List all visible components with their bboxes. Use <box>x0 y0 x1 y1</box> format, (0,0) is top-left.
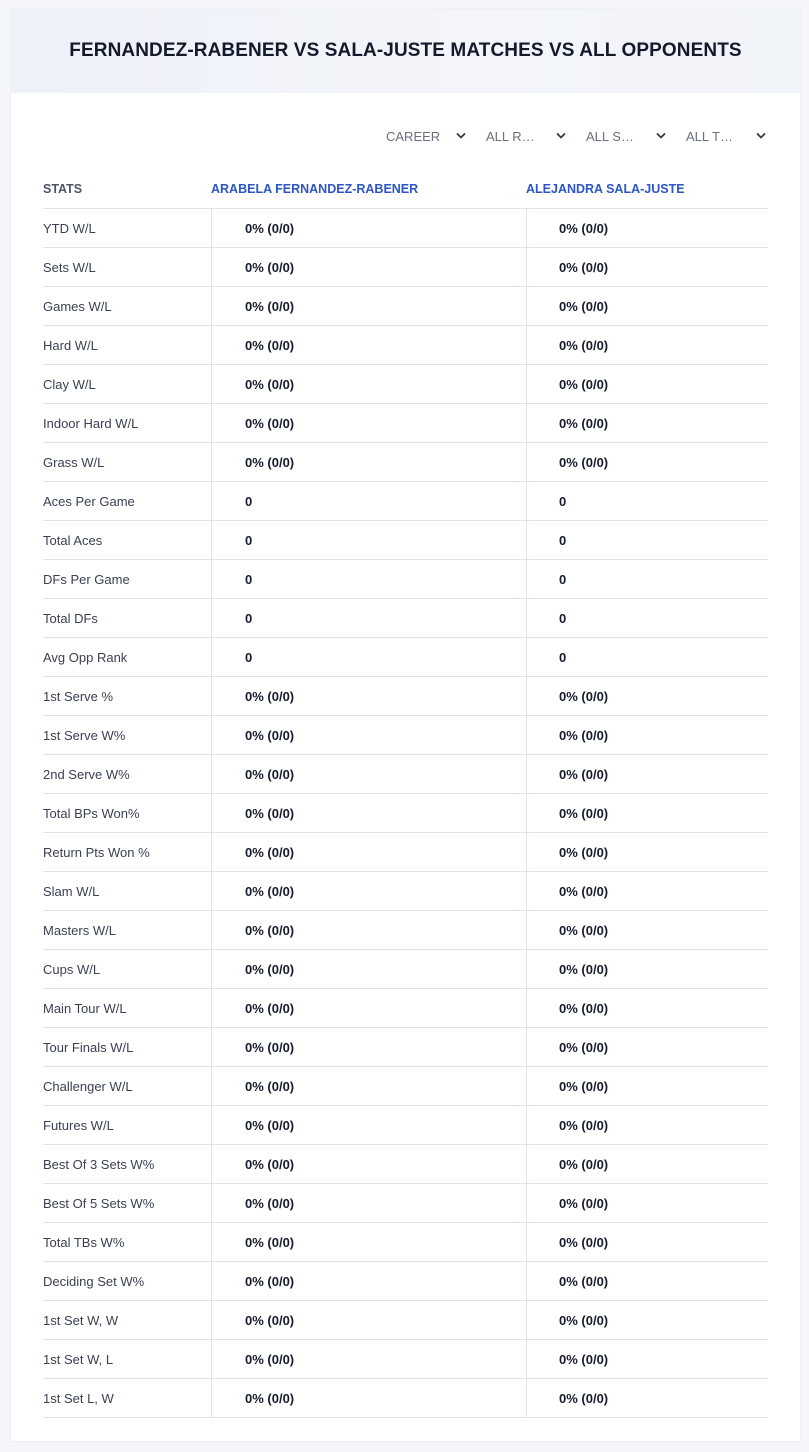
table-row <box>43 1340 768 1379</box>
filter-tournament-select[interactable] <box>668 123 768 149</box>
player2-value: 0% (0/0) <box>526 989 768 1027</box>
player2-value: 0% (0/0) <box>526 248 768 286</box>
player1-value: 0% (0/0) <box>211 794 526 832</box>
table-row <box>43 1262 768 1301</box>
table-row <box>43 209 768 248</box>
stat-label: Best Of 3 Sets W% <box>43 1156 155 1172</box>
table-row <box>43 1106 768 1145</box>
table-row <box>43 326 768 365</box>
chevron-down-icon <box>756 131 766 141</box>
filter-surface-select[interactable] <box>568 123 668 149</box>
stat-label: Clay W/L <box>43 376 96 392</box>
stat-label: Avg Opp Rank <box>43 649 128 665</box>
stat-label: Slam W/L <box>43 883 100 899</box>
header-player2-link[interactable]: ALEJANDRA SALA-JUSTE <box>526 181 685 196</box>
stat-label: Indoor Hard W/L <box>43 415 139 431</box>
player2-value: 0% (0/0) <box>526 1262 768 1300</box>
player1-value: 0% (0/0) <box>211 1145 526 1183</box>
player1-value: 0% (0/0) <box>211 1184 526 1222</box>
stat-label: Tour Finals W/L <box>43 1039 134 1055</box>
table-row <box>43 1145 768 1184</box>
filter-period-select[interactable] <box>368 123 468 149</box>
player1-value: 0% (0/0) <box>211 1067 526 1105</box>
stats-card <box>10 8 801 1442</box>
table-row <box>43 950 768 989</box>
stat-label: Total BPs Won% <box>43 805 140 821</box>
player1-value: 0% (0/0) <box>211 287 526 325</box>
stat-label: DFs Per Game <box>43 571 130 587</box>
stat-label: Deciding Set W% <box>43 1273 145 1289</box>
table-row <box>43 287 768 326</box>
player1-value: 0% (0/0) <box>211 1379 526 1417</box>
stat-label: Aces Per Game <box>43 493 135 509</box>
stats-table <box>43 169 768 1418</box>
table-row <box>43 677 768 716</box>
table-row <box>43 560 768 599</box>
stat-label: Best Of 5 Sets W% <box>43 1195 155 1211</box>
header-player1-link[interactable]: ARABELA FERNANDEZ-RABENER <box>211 181 419 196</box>
player1-value: 0 <box>211 482 526 520</box>
player1-value: 0% (0/0) <box>211 443 526 481</box>
stat-label: Challenger W/L <box>43 1078 133 1094</box>
player2-value: 0% (0/0) <box>526 755 768 793</box>
stat-label: 1st Set W, L <box>43 1351 114 1367</box>
table-row <box>43 1067 768 1106</box>
player2-value: 0% (0/0) <box>526 716 768 754</box>
player1-value: 0% (0/0) <box>211 209 526 247</box>
player2-value: 0% (0/0) <box>526 911 768 949</box>
player2-value: 0% (0/0) <box>526 1379 768 1417</box>
stat-label: 1st Set W, W <box>43 1312 119 1328</box>
table-row <box>43 1379 768 1418</box>
filter-round-value: ALL R… <box>486 128 535 144</box>
table-row <box>43 482 768 521</box>
table-row <box>43 1223 768 1262</box>
stat-label: Main Tour W/L <box>43 1000 127 1016</box>
player2-value: 0% (0/0) <box>526 326 768 364</box>
player1-value: 0 <box>211 560 526 598</box>
table-row <box>43 443 768 482</box>
table-row <box>43 1301 768 1340</box>
player2-value: 0% (0/0) <box>526 872 768 910</box>
page-title: FERNANDEZ-RABENER VS SALA-JUSTE MATCHES VS ALL OPPONENTS <box>69 40 742 61</box>
player1-value: 0% (0/0) <box>211 1028 526 1066</box>
player1-value: 0% (0/0) <box>211 911 526 949</box>
stat-label: Hard W/L <box>43 337 98 353</box>
player1-value: 0% (0/0) <box>211 1301 526 1339</box>
chevron-down-icon <box>456 131 466 141</box>
player2-value: 0% (0/0) <box>526 677 768 715</box>
stat-label: 2nd Serve W% <box>43 766 130 782</box>
player1-value: 0% (0/0) <box>211 677 526 715</box>
stat-label: Grass W/L <box>43 454 105 470</box>
player1-value: 0 <box>211 599 526 637</box>
player1-value: 0% (0/0) <box>211 1223 526 1261</box>
stat-label: 1st Serve % <box>43 688 114 704</box>
player2-value: 0% (0/0) <box>526 1184 768 1222</box>
player1-value: 0% (0/0) <box>211 755 526 793</box>
player2-value: 0 <box>526 599 768 637</box>
stat-label: Total DFs <box>43 610 98 626</box>
table-row <box>43 638 768 677</box>
player1-value: 0% (0/0) <box>211 1340 526 1378</box>
player2-value: 0 <box>526 560 768 598</box>
player1-value: 0% (0/0) <box>211 1262 526 1300</box>
player2-value: 0% (0/0) <box>526 1340 768 1378</box>
chevron-down-icon <box>656 131 666 141</box>
page-header <box>11 9 800 93</box>
stat-label: Total TBs W% <box>43 1234 125 1250</box>
player2-value: 0% (0/0) <box>526 1028 768 1066</box>
player2-value: 0% (0/0) <box>526 1301 768 1339</box>
table-row <box>43 716 768 755</box>
player2-value: 0% (0/0) <box>526 365 768 403</box>
table-row <box>43 599 768 638</box>
player1-value: 0% (0/0) <box>211 248 526 286</box>
stat-label: Sets W/L <box>43 259 96 275</box>
player1-value: 0% (0/0) <box>211 365 526 403</box>
table-row <box>43 248 768 287</box>
player1-value: 0% (0/0) <box>211 404 526 442</box>
player1-value: 0% (0/0) <box>211 950 526 988</box>
player1-value: 0% (0/0) <box>211 989 526 1027</box>
player1-value: 0% (0/0) <box>211 872 526 910</box>
chevron-down-icon <box>556 131 566 141</box>
player2-value: 0% (0/0) <box>526 1145 768 1183</box>
table-row <box>43 521 768 560</box>
player2-value: 0% (0/0) <box>526 1223 768 1261</box>
filter-period-value: CAREER <box>386 128 441 144</box>
player2-value: 0 <box>526 521 768 559</box>
table-row <box>43 833 768 872</box>
table-row <box>43 794 768 833</box>
player2-value: 0% (0/0) <box>526 950 768 988</box>
header-stats: STATS <box>43 181 83 196</box>
table-body <box>43 209 768 1418</box>
filter-tournament-value: ALL T… <box>686 128 733 144</box>
stat-label: Futures W/L <box>43 1117 114 1133</box>
table-row <box>43 755 768 794</box>
stat-label: Games W/L <box>43 298 112 314</box>
player2-value: 0% (0/0) <box>526 443 768 481</box>
table-header <box>43 169 768 209</box>
table-row <box>43 1184 768 1223</box>
player2-value: 0% (0/0) <box>526 404 768 442</box>
player2-value: 0% (0/0) <box>526 1067 768 1105</box>
table-row <box>43 989 768 1028</box>
player2-value: 0% (0/0) <box>526 794 768 832</box>
table-row <box>43 911 768 950</box>
table-row <box>43 1028 768 1067</box>
table-row <box>43 365 768 404</box>
player1-value: 0% (0/0) <box>211 716 526 754</box>
player2-value: 0 <box>526 638 768 676</box>
player1-value: 0 <box>211 521 526 559</box>
stat-label: 1st Serve W% <box>43 727 126 743</box>
table-row <box>43 404 768 443</box>
filter-surface-value: ALL S… <box>586 128 634 144</box>
player2-value: 0% (0/0) <box>526 833 768 871</box>
filter-bar <box>368 123 768 149</box>
player1-value: 0% (0/0) <box>211 1106 526 1144</box>
player1-value: 0% (0/0) <box>211 833 526 871</box>
stat-label: Cups W/L <box>43 961 101 977</box>
stat-label: 1st Set L, W <box>43 1390 114 1406</box>
player1-value: 0 <box>211 638 526 676</box>
table-row <box>43 872 768 911</box>
stat-label: Total Aces <box>43 532 103 548</box>
stat-label: Masters W/L <box>43 922 116 938</box>
player2-value: 0% (0/0) <box>526 209 768 247</box>
player2-value: 0% (0/0) <box>526 287 768 325</box>
player2-value: 0 <box>526 482 768 520</box>
filter-round-select[interactable] <box>468 123 568 149</box>
stat-label: Return Pts Won % <box>43 844 150 860</box>
player1-value: 0% (0/0) <box>211 326 526 364</box>
stat-label: YTD W/L <box>43 220 96 236</box>
player2-value: 0% (0/0) <box>526 1106 768 1144</box>
